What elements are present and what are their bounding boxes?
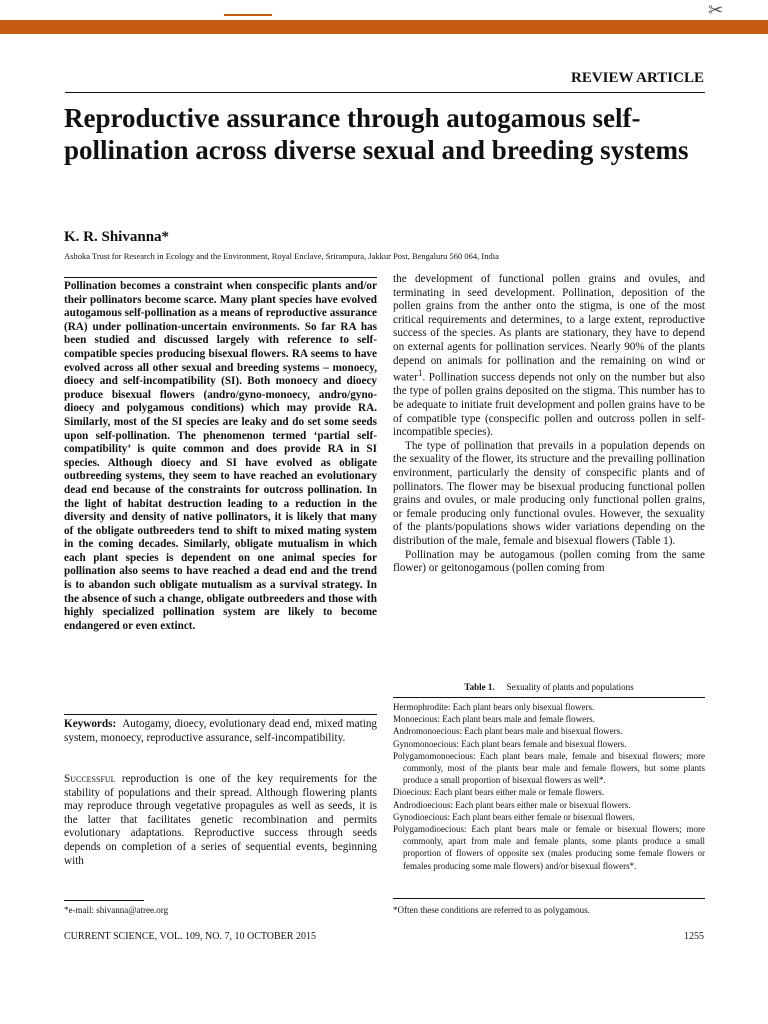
journal-citation: CURRENT SCIENCE, VOL. 109, NO. 7, 10 OCTOBER 2015 xyxy=(64,931,316,942)
author-affiliation: Ashoka Trust for Research in Ecology and the Environment, Royal Enclave, Srirampura, Jakkur Post, Bengaluru 560 064, India xyxy=(64,251,499,261)
article-title: Reproductive assurance through autogamous self-pollination across diverse sexual and breeding systems xyxy=(64,103,689,165)
intro-lead-word: Successful xyxy=(64,773,116,785)
body-right-column xyxy=(393,273,705,576)
keywords-block xyxy=(64,714,377,745)
table-bottom-rule xyxy=(393,898,705,899)
footnote-rule xyxy=(64,900,144,901)
author-name: K. R. Shivanna* xyxy=(64,229,170,245)
table-top-rule xyxy=(393,697,705,698)
body-paragraph-2: The type of pollination that prevails in a population depends on the sexuality of the flower, its structure and the prevailing pollination environment, particularly the density of conspecific plants and of pollinators. The flower may be bisexual producing functional pollen grains and ovules, or male producing only functional pollen grains, or female producing only functional ovules. However, the sexuality of the plants/populations shows wider variations depending on the distribution of the male, female and bisexual flowers (Table 1). xyxy=(393,439,705,548)
table-body xyxy=(393,701,705,872)
page-number: 1255 xyxy=(684,931,704,942)
table-footnote: *Often these conditions are referred to as polygamous. xyxy=(393,905,590,915)
table-caption-text: Sexuality of plants and populations xyxy=(506,682,634,692)
table-row: Monoecious: Each plant bears male and female flowers. xyxy=(393,714,595,725)
table-caption xyxy=(393,682,705,692)
abstract-text: Pollination becomes a constraint when conspecific plants and/or their pollinators become scarce. Many plant species have evolved autogamous self-pollination as a means of reproductive assurance (RA) under pollination-uncertain environments. So far RA has been studied and discussed largely with reference to self-compatible species producing bisexual flowers. RA seems to have evolved across all other sexual and breeding systems – monoecy, dioecy and self-incompatibility (SI). Both monoecy and dioecy produce bisexual flowers (andro/gyno-monoecy, andro/gyno-dioecy and polygamous conditions) which may provide RA. Similarly, most of the SI species are leaky and do set some seeds upon self-pollination. The phenomenon termed ‘partial self-compatibility’ is quite common and does provide RA in SI species. Although dioecy and SI have evolved as obligate outbreeding systems, they seem to have reached an evolutionary dead end because of the constraints for outcross pollination. In the light of habitat destruction leading to a reduction in the diversity and density of native pollinators, it is likely that many of the obligate outbreeders tend to shift to mixed mating system in the coming decades. Similarly, obligate mutualism in which each plant species is dependent on one animal species for pollination also seems to have reached a dead end and the trend is to abandon such obligate mutualism as a survival strategy. In the absence of such a change, obligate outbreeders and those with highly specialized pollination system are likely to become endangered or even extinct. xyxy=(64,280,377,632)
author-email-footnote: *e-mail: shivanna@atree.org xyxy=(64,905,169,915)
table-row: Hermophrodite: Each plant bears only bisexual flowers. xyxy=(393,702,595,712)
table-row: Gynomonoecious: Each plant bears female and bisexual flowers. xyxy=(393,738,627,749)
body-paragraph-1: the development of functional pollen grains and ovules, and terminating in seed development. Pollination, deposition of the pollen grains from the anther onto the stigma, is one of the most critical requirements and determines, to a large extent, reproductive success of the species. As plants are stationary, they have to depend on external agents for pollination services. Nearly 90% of the plants depend on animals for pollination and the remaining on wind or water$^1$. Pollination success depends not only on the number but also the type of pollen grains deposited on the stigma. This number has to be adequate to initiate fruit development and pollen grains have to be of compatible type (conspecific pollen and outcross pollen in self-incompatible species). xyxy=(393,273,705,439)
abstract xyxy=(64,277,377,633)
introduction-left xyxy=(64,773,377,868)
table-row: Polygamomonoecious: Each plant bears male, female and bisexual flowers; more commonly, most of the plants bear male and female flowers, but some plants produce a small proportion of bisexual flowers as well*. xyxy=(393,750,705,786)
body-paragraph-3: Pollination may be autogamous (pollen coming from the same flower) or geitonogamous (pollen coming from xyxy=(393,548,705,575)
table-row: Polygamodioecious: Each plant bears male or female or bisexual flowers; more commonly, apart from male and female plants, some plants produce a small proportion of flowers of opposite sex (males producing some female flowers or females producing some male flowers) and/or bisexual flowers*. xyxy=(393,824,705,871)
header-rule xyxy=(65,92,705,93)
table-row: Androdioecious: Each plant bears either male or bisexual flowers. xyxy=(393,799,631,810)
table-row: Dioecious: Each plant bears either male or female flowers. xyxy=(393,787,605,798)
header-color-band xyxy=(0,20,768,34)
section-label: REVIEW ARTICLE xyxy=(571,70,704,86)
scissors-icon: ✂ xyxy=(708,0,724,20)
table-row: Andromonoecious: Each plant bears male and bisexual flowers. xyxy=(393,726,623,737)
keywords-label: Keywords: xyxy=(64,718,117,730)
header-accent-line xyxy=(224,14,272,16)
intro-text: reproduction is one of the key requirements for the stability of populations and their spread. Although flowering plants may reproduce through vegetative propagules as well as seeds, it is the latter that facilitates genetic recombination and permits evolutionary adaptations. Reproductive success through seeds depends on completion of a series of sequential events, beginning with xyxy=(64,773,377,867)
table-row: Gynodioecious: Each plant bears either female or bisexual flowers. xyxy=(393,811,635,822)
reference-superscript: 1 xyxy=(417,369,423,380)
table-label: Table 1. xyxy=(464,682,495,692)
keywords-text: Autogamy, dioecy, evolutionary dead end, mixed mating system, monoecy, reproductive assurance, self-incompatibility. xyxy=(64,718,378,744)
